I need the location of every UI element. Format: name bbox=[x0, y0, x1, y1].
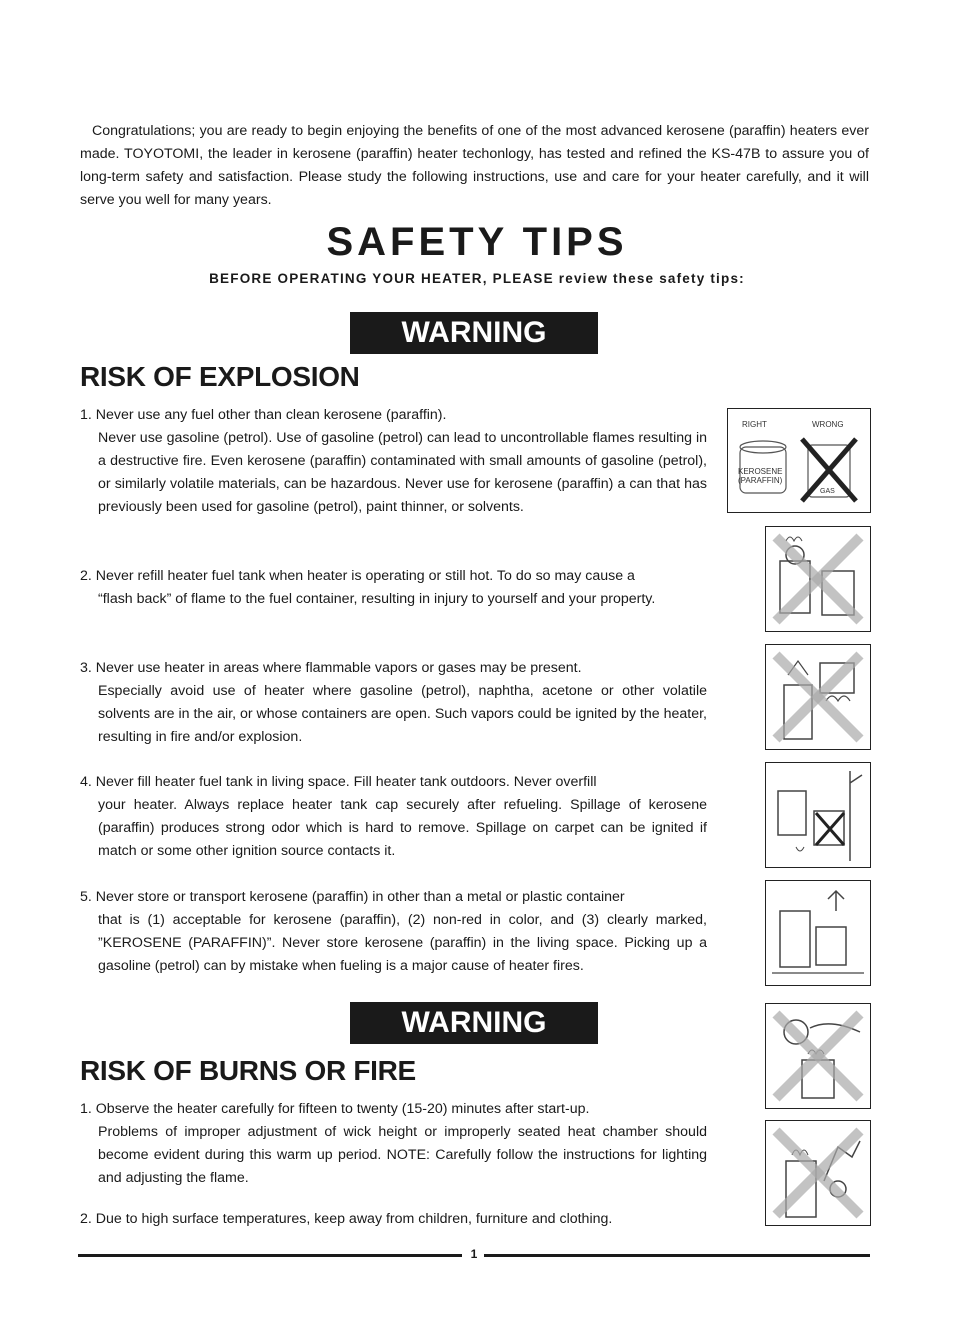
label-wrong: WRONG bbox=[812, 420, 844, 429]
label-kerosene: KEROSENE bbox=[738, 467, 783, 476]
burns-item-2 bbox=[80, 1208, 707, 1231]
refill-hot-heater-illustration bbox=[765, 526, 871, 632]
page-title: SAFETY TIPS bbox=[326, 220, 628, 264]
flammable-vapor-illustration bbox=[765, 644, 871, 750]
footer-rule-right bbox=[484, 1254, 870, 1257]
keep-away-illustration bbox=[765, 1120, 871, 1226]
label-paraffin: (PARAFFIN) bbox=[738, 476, 783, 485]
label-right: RIGHT bbox=[742, 420, 767, 429]
footer-rule-left bbox=[78, 1254, 462, 1257]
item-first-line: 4. Never fill heater fuel tank in living space. Fill heater tank outdoors. Never overfill bbox=[80, 774, 597, 790]
burns-item-1 bbox=[80, 1098, 707, 1190]
item-first-line: 2. Due to high surface temperatures, keep away from children, furniture and clothing. bbox=[80, 1211, 613, 1227]
explosion-item-2 bbox=[80, 565, 707, 611]
item-body: Never use gasoline (petrol). Use of gasoline (petrol) can lead to uncontrollable flames resulting in a destructive fire. Even kerosene (paraffin) contaminated with small amounts of gasoline (petrol), or similarly volatile materials, can be hazardous. Never use for kerosene (paraffin) a can that has previously been used for gasoline (petrol), paint thinner, or solvents. bbox=[98, 430, 707, 515]
section-heading-burns: RISK OF BURNS OR FIRE bbox=[80, 1055, 416, 1086]
item-first-line: 2. Never refill heater fuel tank when heater is operating or still hot. To do so may cause a bbox=[80, 568, 635, 584]
item-first-line: 1. Observe the heater carefully for fifteen to twenty (15-20) minutes after start-up. bbox=[80, 1101, 590, 1117]
page-number: 1 bbox=[470, 1247, 478, 1261]
item-body: Especially avoid use of heater where gasoline (petrol), naphtha, acetone or other volatile solvents are in the air, or whose containers are open. Such vapors could be ignited by the heater, resulting in fire and/or explosion. bbox=[98, 683, 707, 745]
explosion-item-3 bbox=[80, 657, 707, 749]
item-first-line: 3. Never use heater in areas where flammable vapors or gases may be present. bbox=[80, 660, 582, 676]
warning-banner-2: WARNING bbox=[350, 1002, 598, 1044]
item-body: Problems of improper adjustment of wick height or improperly seated heat chamber should become evident during this warm up period. NOTE: Carefully follow the instructions for lighting and adjusting the flame. bbox=[98, 1124, 707, 1186]
item-first-line: 5. Never store or transport kerosene (paraffin) in other than a metal or plastic container bbox=[80, 889, 625, 905]
item-body: your heater. Always replace heater tank cap securely after refueling. Spillage of kerosene (paraffin) produces strong odor which is hard to remove. Spillage on carpet can be ignited if match or some other ignition source contacts it. bbox=[98, 797, 707, 859]
section-heading-explosion: RISK OF EXPLOSION bbox=[80, 361, 360, 392]
item-first-line: 1. Never use any fuel other than clean kerosene (paraffin). bbox=[80, 407, 447, 423]
warm-up-observe-illustration bbox=[765, 1003, 871, 1109]
fuel-storage-illustration bbox=[765, 880, 871, 986]
page-subtitle: BEFORE OPERATING YOUR HEATER, PLEASE review these safety tips: bbox=[209, 271, 745, 286]
label-gas: GAS bbox=[820, 488, 835, 495]
fill-indoors-illustration bbox=[765, 762, 871, 868]
item-body: “flash back” of flame to the fuel container, resulting in injury to yourself and your property. bbox=[98, 591, 656, 607]
fuel-right-wrong-illustration bbox=[727, 408, 871, 513]
warning-banner-1: WARNING bbox=[350, 312, 598, 354]
explosion-item-4 bbox=[80, 771, 707, 863]
explosion-item-5 bbox=[80, 886, 707, 978]
intro-paragraph: Congratulations; you are ready to begin enjoying the benefits of one of the most advanced kerosene (paraffin) heaters ever made. TOYOTOMI, the leader in kerosene (paraffin) heater techonlogy, has tested and refined the KS-47B to assure you of long-term safety and satisfaction. Please study the following instructions, use and care for your heater carefully, and it will serve you well for many years. bbox=[80, 123, 869, 208]
explosion-item-1 bbox=[80, 404, 707, 519]
item-body: that is (1) acceptable for kerosene (paraffin), (2) non-red in color, and (3) clearly marked, ”KEROSENE (PARAFFIN)”. Never store kerosene (paraffin) in the living space. Picking up a gasoline (petrol) can by mistake when fueling is a major cause of heater fires. bbox=[98, 912, 707, 974]
